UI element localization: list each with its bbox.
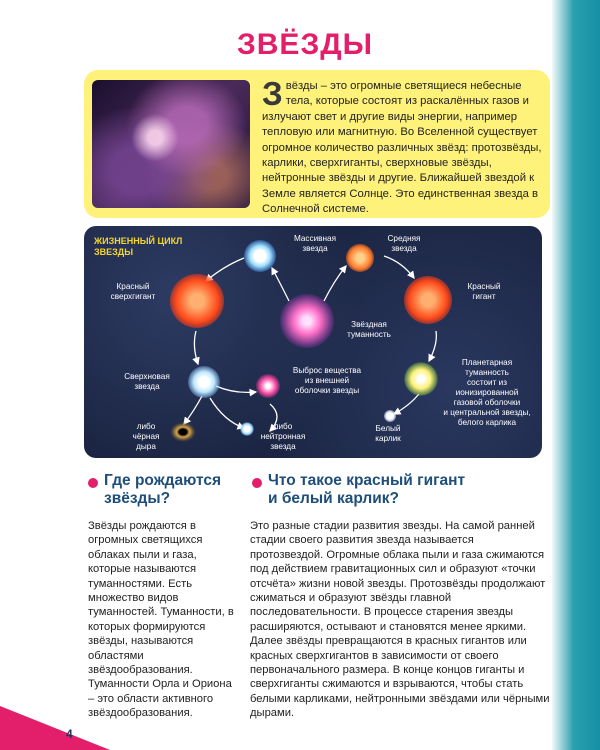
right-heading-bullet xyxy=(252,478,262,488)
intro-dropcap: З xyxy=(262,75,283,112)
label-red-supergiant: Красный сверхгигант xyxy=(110,282,156,301)
label-white-dwarf: Белый карлик xyxy=(375,424,401,443)
label-massive-star: Массивная звезда xyxy=(293,234,337,253)
right-section-heading: Что такое красный гигант и белый карлик? xyxy=(268,472,466,507)
ejection-icon xyxy=(256,374,280,398)
page-title: ЗВЁЗДЫ xyxy=(236,28,374,61)
label-supernova: Сверхновая звезда xyxy=(124,372,170,391)
label-red-giant: Красный гигант xyxy=(467,282,501,301)
label-medium-star: Средняя звезда xyxy=(387,234,421,253)
arrow-nebula-to-medium xyxy=(324,266,346,301)
stellar-nebula-icon xyxy=(280,294,334,348)
label-ejection: Выброс вещества из внешней оболочки звезды xyxy=(292,366,362,395)
left-section-heading: Где рождаются звёзды? xyxy=(104,472,222,507)
arrow-supernova-to-neutron xyxy=(210,398,244,428)
intro-body: вёзды – это огромные светящиеся небесные тела, которые состоят из раскалённых газов и излучают свет и другие виды энергии, например тепловую или магнитную. Во Вселенной существует огромное количество различных звёзд: протозвёзды, карлики, сверхгиганты, сверхновые звёзды, нейтронные звёзды и другие. Ближайшей звездой к Земле является Солнце. Это единственная звезда в Солнечной системе. xyxy=(262,80,542,216)
intro-text xyxy=(262,75,544,218)
label-planetary-nebula: Планетарная туманность состоит из ионизированной газовой оболочки и центральной звезды, белого карлика xyxy=(443,358,531,427)
page-number: 4 xyxy=(66,727,73,741)
supernova-icon xyxy=(188,366,220,398)
arrow-nebula-to-massive xyxy=(272,268,289,301)
arrow-supergiant-to-supernova xyxy=(194,331,198,364)
nebula-photo xyxy=(92,80,250,208)
massive-star-icon xyxy=(244,240,276,272)
arrow-planetary-to-whitedwarf xyxy=(394,394,419,414)
red-supergiant-icon xyxy=(170,274,224,328)
medium-star-icon xyxy=(346,244,374,272)
arrow-supernova-to-ejection xyxy=(216,386,256,392)
arrow-giant-to-planetary xyxy=(429,331,436,361)
arrow-supernova-to-blackhole xyxy=(184,396,202,424)
label-black-hole: либо чёрная дыра xyxy=(132,422,160,451)
label-stellar-nebula: Звёздная туманность xyxy=(347,320,391,339)
left-section-text: Звёзды рождаются в огромных светящихся облаках пыли и газа, которые называются туманностями. Есть множество видов туманностей. Туманности, в которых формируются звёзды, называются областями звёздообразования. Туманности Орла и Ориона – это области активного звёздообразования. xyxy=(88,520,234,720)
red-giant-icon xyxy=(404,276,452,324)
right-section-text: Это разные стадии развития звезды. На самой ранней стадии своего развития звезда называется протозвездой. Огромные облака пыли и газа сжимаются под действием гравитационных сил и образуют «точки отсчёта» жизни новой звезды. Протозвёзды продолжают сжиматься и образуют звёзды главной последовательности. В процессе старения звезды расширяются, остывают и становятся менее яркими. Далее звёзды превращаются в красных гигантов или красных сверхгигантов в зависимости от своего первоначального размера. В конце концов гиганты и сверхгиганты сжимаются и взрываются, чтобы стать белыми карликами, нейтронными звёздами или чёрными дырами. xyxy=(250,520,550,720)
page-corner-shape xyxy=(0,706,110,750)
black-hole-icon xyxy=(170,422,196,442)
left-heading-bullet xyxy=(88,478,98,488)
white-dwarf-icon xyxy=(384,410,396,422)
page-spine-edge xyxy=(552,0,600,750)
lifecycle-title: ЖИЗНЕННЫЙ ЦИКЛ ЗВЕЗДЫ xyxy=(94,236,183,257)
planetary-nebula-icon xyxy=(404,362,438,396)
star-lifecycle-diagram xyxy=(84,226,542,458)
label-neutron-star: либо нейтронная звезда xyxy=(260,422,306,451)
arrow-medium-to-giant xyxy=(384,256,414,278)
